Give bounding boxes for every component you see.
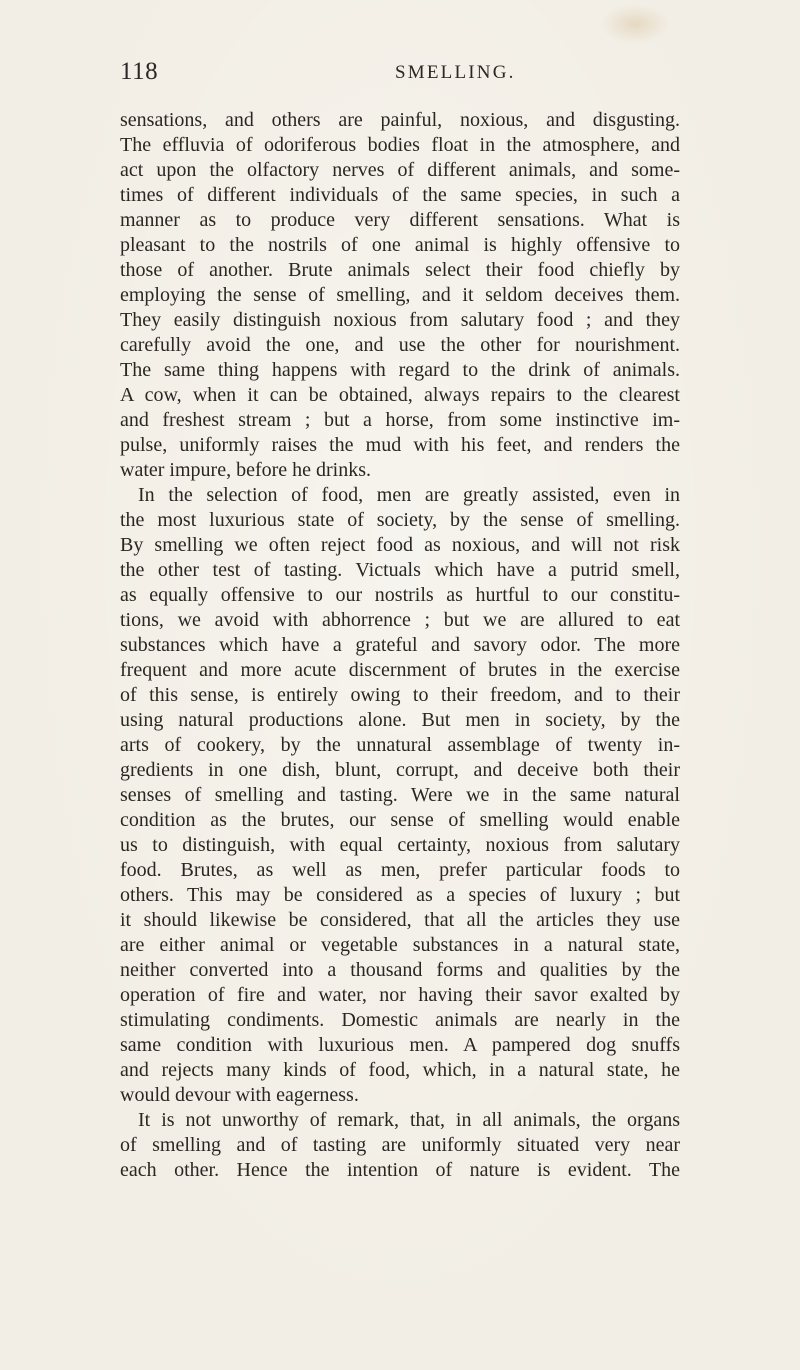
paragraph-last-line: would devour with eagerness. bbox=[120, 1084, 359, 1106]
body-text bbox=[120, 108, 680, 1183]
paragraph-last-line: water impure, before he drinks. bbox=[120, 459, 372, 481]
text-line: A cow, when it can be obtained, always repairs to the clearest bbox=[120, 384, 680, 406]
text-line: employing the sense of smelling, and it seldom deceives them. bbox=[120, 284, 680, 306]
text-line: each other. Hence the intention of nature is evident. The bbox=[120, 1159, 680, 1181]
text-line: us to distinguish, with equal certainty, noxious from salutary bbox=[120, 834, 680, 856]
text-line: stimulating condiments. Domestic animals are nearly in the bbox=[120, 1009, 680, 1031]
text-line: those of another. Brute animals select their food chiefly by bbox=[120, 259, 680, 281]
text-line: arts of cookery, by the unnatural assemblage of twenty in- bbox=[120, 734, 680, 756]
text-line: times of different individuals of the same species, in such a bbox=[120, 184, 680, 206]
page-number: 118 bbox=[120, 58, 159, 85]
running-head: SMELLING. bbox=[395, 62, 516, 83]
text-line: others. This may be considered as a species of luxury ; but bbox=[120, 884, 680, 906]
text-line: By smelling we often reject food as noxious, and will not risk bbox=[120, 534, 680, 556]
paper-stain bbox=[600, 4, 670, 44]
text-line: are either animal or vegetable substances in a natural state, bbox=[120, 934, 680, 956]
text-line: condition as the brutes, our sense of smelling would enable bbox=[120, 809, 680, 831]
text-line: operation of fire and water, nor having their savor exalted by bbox=[120, 984, 680, 1006]
text-line: of this sense, is entirely owing to their freedom, and to their bbox=[120, 684, 680, 706]
text-line: tions, we avoid with abhorrence ; but we are allured to eat bbox=[120, 609, 680, 631]
text-line: sensations, and others are painful, noxious, and disgusting. bbox=[120, 109, 680, 131]
text-line: substances which have a grateful and savory odor. The more bbox=[120, 634, 680, 656]
text-line: The same thing happens with regard to the drink of animals. bbox=[120, 359, 680, 381]
text-line: of smelling and of tasting are uniformly situated very near bbox=[120, 1134, 680, 1156]
text-line: gredients in one dish, blunt, corrupt, and deceive both their bbox=[120, 759, 680, 781]
text-line: the most luxurious state of society, by the sense of smelling. bbox=[120, 509, 680, 531]
text-line: The effluvia of odoriferous bodies float in the atmosphere, and bbox=[120, 134, 680, 156]
text-line: They easily distinguish noxious from salutary food ; and they bbox=[120, 309, 680, 331]
text-line: frequent and more acute discernment of brutes in the exercise bbox=[120, 659, 680, 681]
text-line: pleasant to the nostrils of one animal is highly offensive to bbox=[120, 234, 680, 256]
paragraph-first-line: It is not unworthy of remark, that, in all animals, the organs bbox=[138, 1109, 680, 1131]
text-line: act upon the olfactory nerves of different animals, and some- bbox=[120, 159, 680, 181]
text-line: carefully avoid the one, and use the other for nourishment. bbox=[120, 334, 680, 356]
text-line: as equally offensive to our nostrils as hurtful to our constitu- bbox=[120, 584, 680, 606]
text-line: food. Brutes, as well as men, prefer particular foods to bbox=[120, 859, 680, 881]
text-line: neither converted into a thousand forms and qualities by the bbox=[120, 959, 680, 981]
text-line: it should likewise be considered, that all the articles they use bbox=[120, 909, 680, 931]
text-line: and freshest stream ; but a horse, from some instinctive im- bbox=[120, 409, 680, 431]
paragraph-first-line: In the selection of food, men are greatly assisted, even in bbox=[138, 484, 680, 506]
text-line: pulse, uniformly raises the mud with his feet, and renders the bbox=[120, 434, 680, 456]
text-line: using natural productions alone. But men in society, by the bbox=[120, 709, 680, 731]
text-line: and rejects many kinds of food, which, in a natural state, he bbox=[120, 1059, 680, 1081]
page-header bbox=[120, 58, 680, 88]
text-line: same condition with luxurious men. A pampered dog snuffs bbox=[120, 1034, 680, 1056]
text-line: senses of smelling and tasting. Were we in the same natural bbox=[120, 784, 680, 806]
text-line: the other test of tasting. Victuals which have a putrid smell, bbox=[120, 559, 680, 581]
text-line: manner as to produce very different sensations. What is bbox=[120, 209, 680, 231]
